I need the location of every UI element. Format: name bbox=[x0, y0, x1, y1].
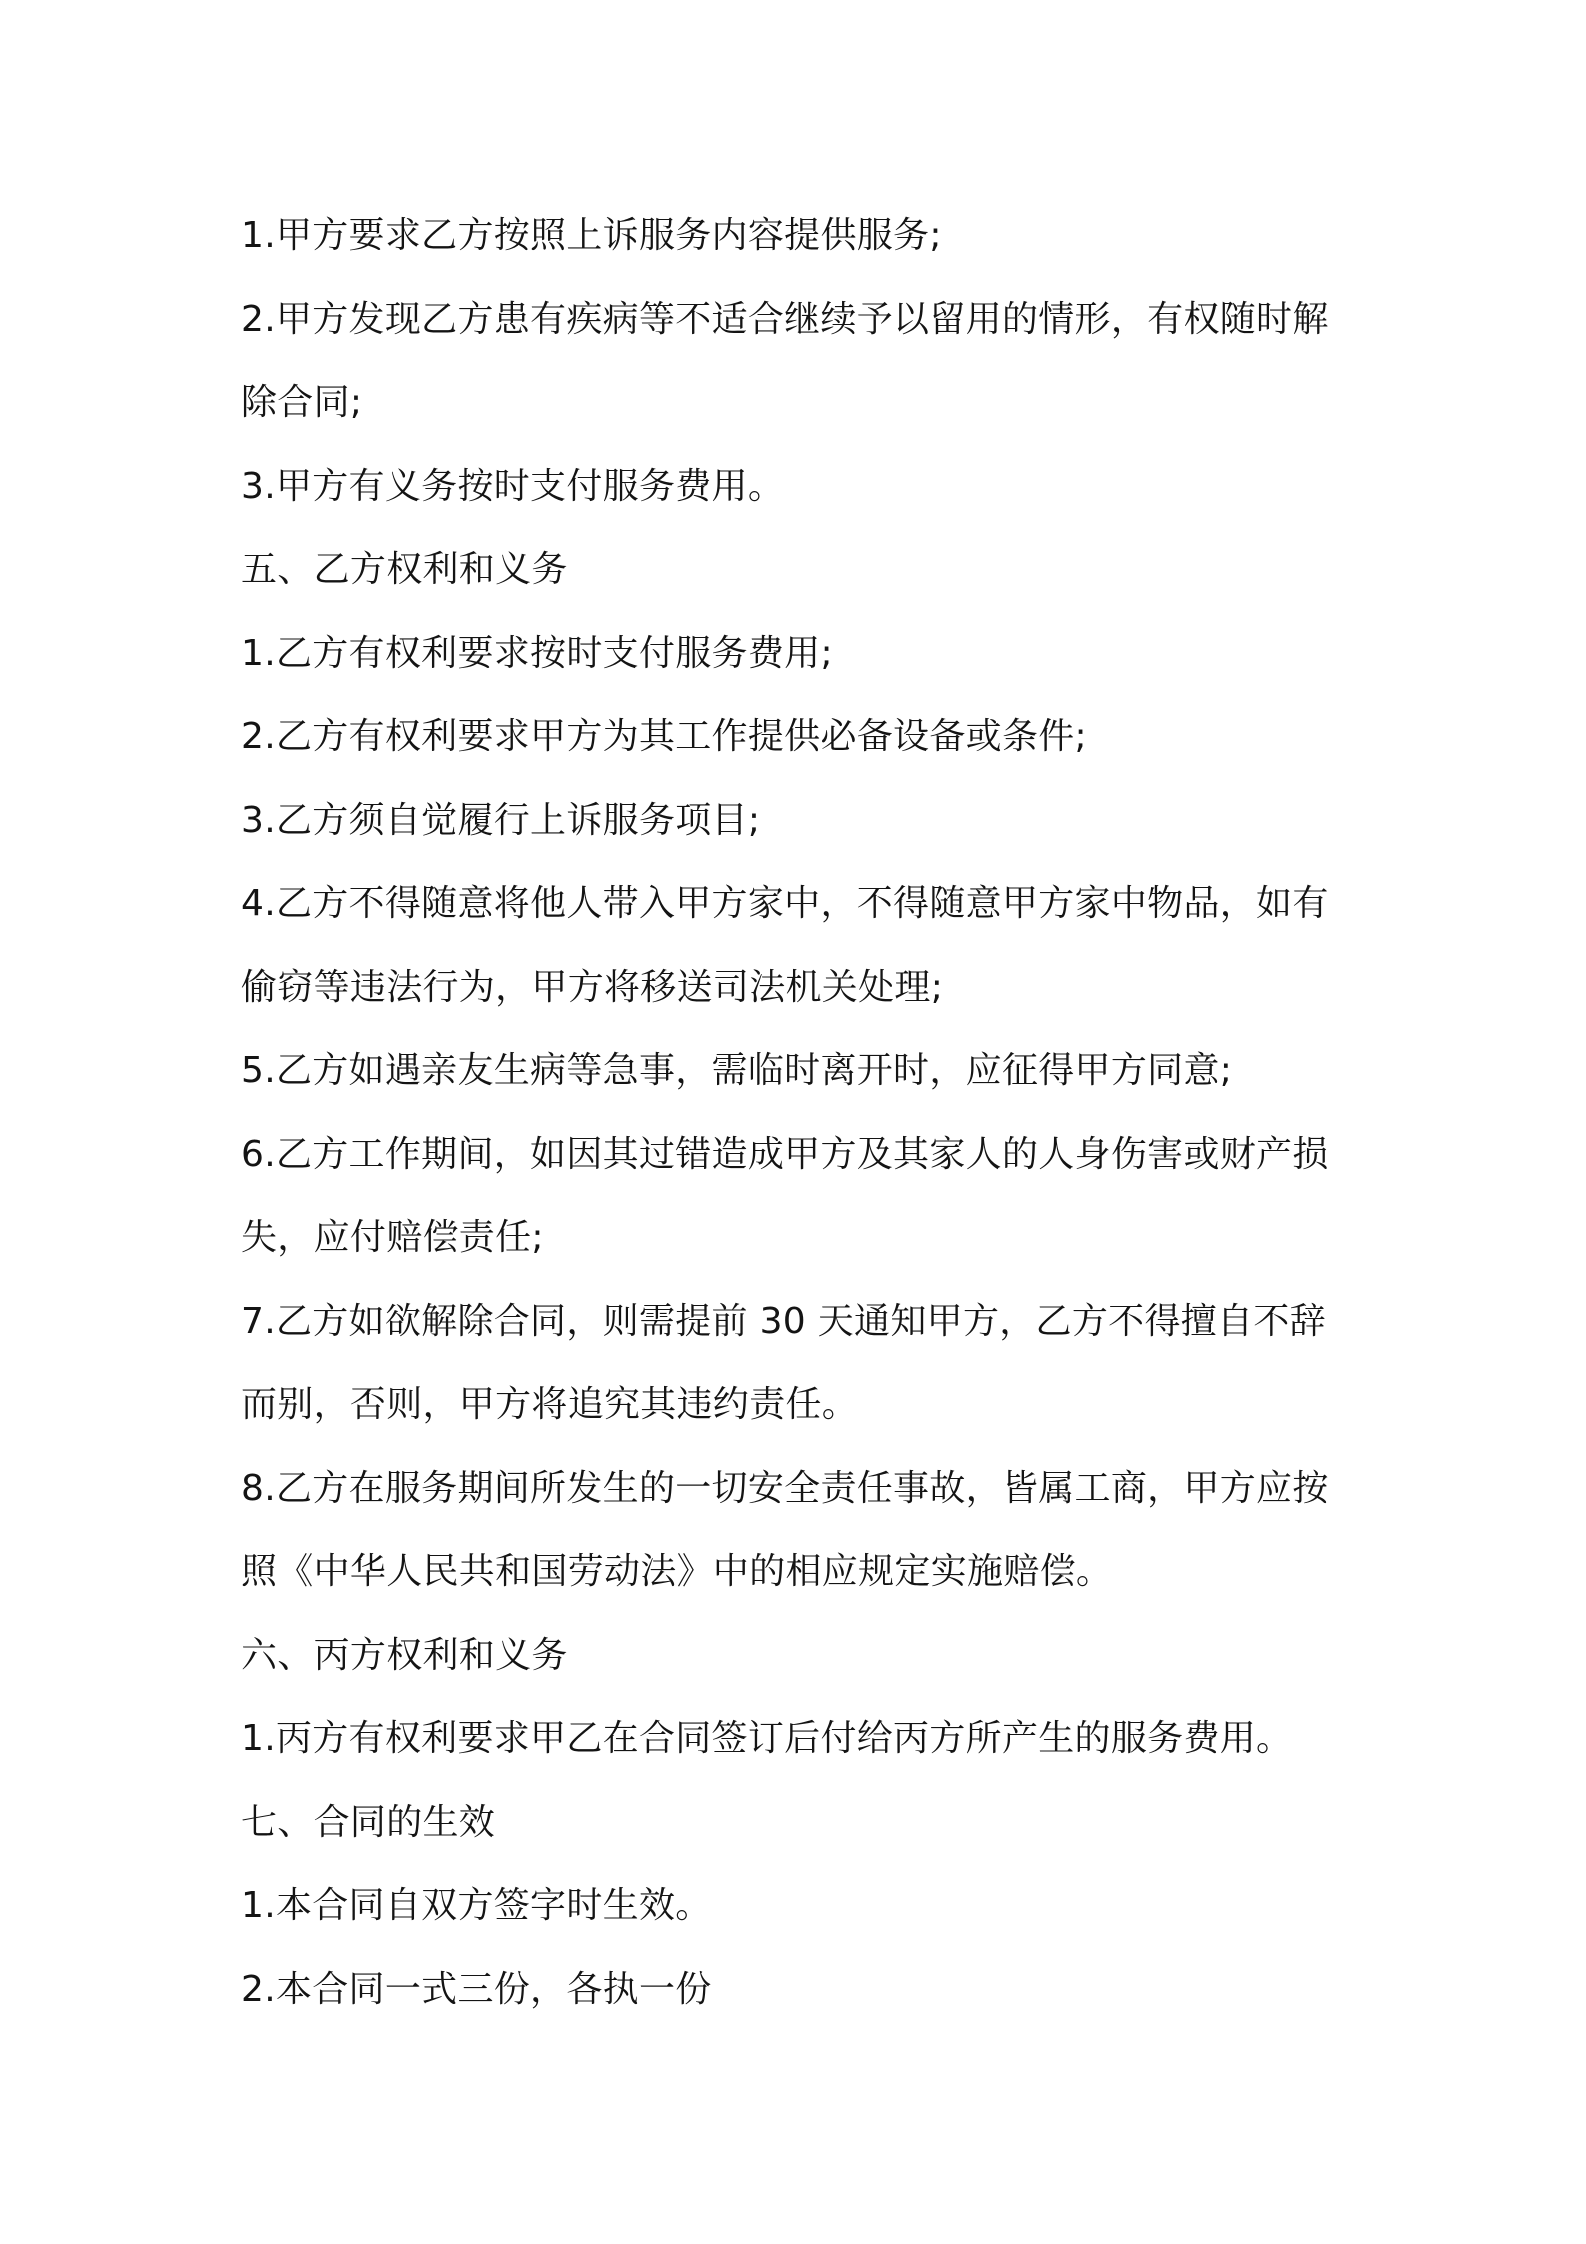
clause-party-c-1: 1.丙方有权利要求甲乙在合同签订后付给丙方所产生的服务费用。 bbox=[241, 1718, 1293, 1759]
clause-party-b-6: 6.乙方工作期间，如因其过错造成甲方及其家人的人身伤害或财产损 bbox=[241, 1133, 1329, 1175]
clause-effectiveness-1: 1.本合同自双方签字时生效。 bbox=[241, 1885, 712, 1926]
clause-party-a-1: 1.甲方要求乙方按照上诉服务内容提供服务; bbox=[241, 215, 942, 256]
section-heading-party-c: 六、丙方权利和义务 bbox=[241, 1634, 568, 1676]
clause-party-b-3: 3.乙方须自觉履行上诉服务项目; bbox=[241, 799, 761, 841]
clause-party-b-5: 5.乙方如遇亲友生病等急事，需临时离开时，应征得甲方同意; bbox=[241, 1050, 1233, 1091]
clause-party-a-2: 2.甲方发现乙方患有疾病等不适合继续予以留用的情形，有权随时解 bbox=[241, 298, 1329, 340]
clause-party-b-8-cont: 照《中华人民共和国劳动法》中的相应规定实施赔偿。 bbox=[241, 1551, 1113, 1592]
clause-party-b-7: 7.乙方如欲解除合同，则需提前 30 天通知甲方，乙方不得擅自不辞 bbox=[241, 1300, 1326, 1342]
clause-party-b-4: 4.乙方不得随意将他人带入甲方家中，不得随意甲方家中物品，如有 bbox=[241, 883, 1329, 924]
clause-party-a-3: 3.甲方有义务按时支付服务费用。 bbox=[241, 465, 785, 507]
clause-party-b-4-cont: 偷窃等违法行为，甲方将移送司法机关处理; bbox=[241, 966, 944, 1008]
clause-party-a-2-cont: 除合同; bbox=[241, 382, 363, 423]
clause-party-b-2: 2.乙方有权利要求甲方为其工作提供必备设备或条件; bbox=[241, 716, 1087, 757]
clause-effectiveness-2: 2.本合同一式三份，各执一份 bbox=[241, 1968, 712, 2010]
clause-party-b-1: 1.乙方有权利要求按时支付服务费用; bbox=[241, 632, 833, 674]
document-body bbox=[241, 194, 1361, 2031]
clause-party-b-7-cont: 而别，否则，甲方将追究其违约责任。 bbox=[241, 1384, 859, 1425]
section-heading-party-b: 五、乙方权利和义务 bbox=[241, 549, 568, 590]
clause-party-b-6-cont: 失，应付赔偿责任; bbox=[241, 1217, 544, 1258]
clause-party-b-8: 8.乙方在服务期间所发生的一切安全责任事故，皆属工商，甲方应按 bbox=[241, 1467, 1329, 1509]
section-heading-effectiveness: 七、合同的生效 bbox=[241, 1801, 496, 1843]
